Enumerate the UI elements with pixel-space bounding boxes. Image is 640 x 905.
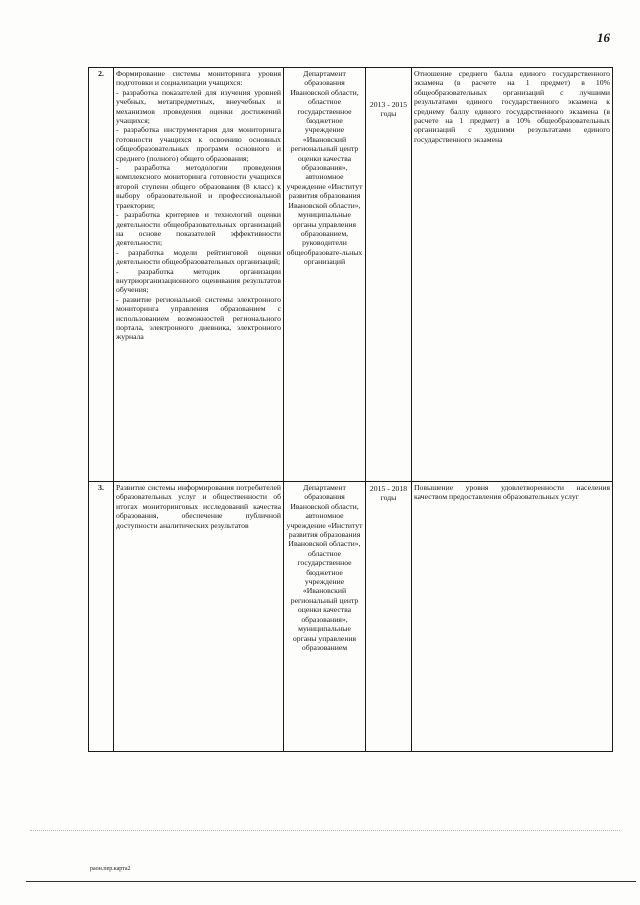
executor-cell: Департамент образования Ивановской области, областное государственное бюджетное учреждение «Ивановский региональный центр оценки качества образования», автономное учреждение «Институт развития образования Ивановской области», муниципальные органы управления образованием, руководители общеобразовате-льных организаций — [284, 68, 366, 482]
measure-item: - разработка модели рейтинговой оценки деятельности общеобразовательных организаций; — [116, 247, 281, 267]
result-cell: Повышение уровня удовлетворенности населения качеством предоставления образовательных услуг — [412, 482, 613, 752]
measure-item: - разработка критериев и технологий оценки деятельности общеобразовательных организаций на основе показателей эффективности деятельности; — [116, 210, 281, 248]
measure-title: Формирование системы мониторинга уровня подготовки и социализации учащихся: — [116, 69, 281, 88]
measure-cell — [114, 482, 284, 752]
measures-table — [88, 67, 613, 752]
measure-item: - разработка методологии проведения комплексного мониторинга готовности учащихся второй ступени общего образования (8 класс) к выбору образовательной и профессиональной траектории; — [116, 163, 281, 210]
measure-item: - разработка методик организации внутриорганизационного оценивания результатов обучения; — [116, 266, 281, 295]
measure-item: - разработка показателей для изучения уровней учебных, метапредметных, внеучебных и механизмов проведения оценки достижений учащихся; — [116, 87, 281, 126]
table-row — [89, 482, 613, 752]
result-cell: Отношение среднего балла единого государственного экзамена (в расчете на 1 предмет) в 10% общеобразовательных организаций с лучшими результатами единого государственного экзамена к среднему баллу единого государственного экзамена (в расчете на 1 предмет) в 10% общеобразовательных организаций с худшими результатами единого государственного экзамена — [412, 68, 613, 482]
row-number: 3. — [89, 482, 114, 752]
bottom-rule — [26, 881, 636, 882]
page-number: 16 — [597, 30, 610, 45]
row-number: 2. — [89, 68, 114, 482]
term-cell: 2013 - 2015 годы — [366, 68, 412, 482]
measure-item: - развитие региональной системы электронного мониторинга управления образованием с использованием возможностей регионального портала, электронного дневника, электронного журнала — [116, 294, 281, 342]
table-row — [89, 68, 613, 482]
measure-item: - разработка инструментария для мониторинга готовности учащихся к освоению основных общеобразовательных программ основного и среднего (полного) общего образования; — [116, 125, 281, 163]
measure-cell — [114, 68, 284, 482]
term-cell: 2015 - 2018 годы — [366, 482, 412, 752]
executor-cell: Департамент образования Ивановской области, автономное учреждение «Институт развития образования Ивановской области», областное государственное бюджетное учреждение «Ивановский региональный центр оценки качества образования», муниципальные органы управления образованием — [284, 482, 366, 752]
footer-file-label: раон.пер.карта2 — [90, 866, 131, 872]
scan-artifact-line — [30, 830, 620, 831]
measure-title: Развитие системы информирования потребителей образовательных услуг и общественности об итогах мониторинговых исследований качества образования, обеспечение публичной доступности аналитических результатов — [116, 483, 281, 530]
